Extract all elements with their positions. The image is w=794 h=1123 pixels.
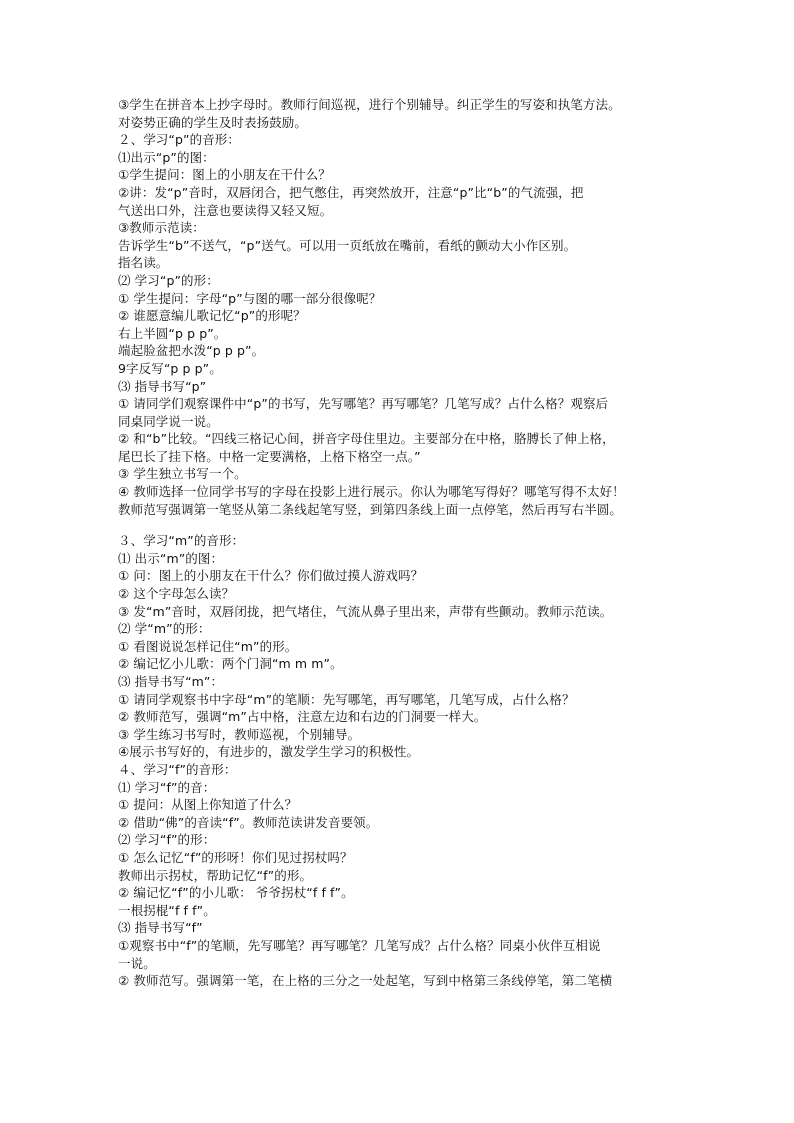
text-line: ② 编记忆小儿歌：两个门洞“m m m”。 <box>118 656 343 672</box>
text-line: ②讲：发“p”音时，双唇闭合，把气憋住，再突然放开，注意“p”比“b”的气流强，把 <box>118 184 584 200</box>
text-line: 右上半圆“p p p”。 <box>118 325 227 341</box>
text-line: 对姿势正确的学生及时表扬鼓励。 <box>118 114 308 130</box>
text-line: 尾巴长了挂下格。中格一定要满格，上格下格空一点。” <box>118 448 421 464</box>
text-line: ① 怎么记忆“f”的形呀！你们见过拐杖吗？ <box>118 849 353 865</box>
text-line: 教师出示拐杖，帮助记忆“f”的形。 <box>118 867 313 883</box>
text-line: 指名读。 <box>118 255 169 271</box>
text-line: ①学生提问：图上的小朋友在干什么？ <box>118 167 331 183</box>
text-line: ② 教师范写。强调第一笔，在上格的三分之一处起笔，写到中格第三条线停笔，第二笔横 <box>118 973 613 989</box>
text-line: 一说。 <box>118 955 156 971</box>
text-line: ３、学习“m”的音形： <box>118 533 245 549</box>
text-line: ② 和“b”比较。“四线三格记心间，拼音字母住里边。主要部分在中格，胳膊长了伸上格， <box>118 431 615 447</box>
text-line: ② 谁愿意编儿歌记忆“p”的形呢？ <box>118 308 306 324</box>
text-line: ①观察书中“f”的笔顺，先写哪笔？再写哪笔？几笔写成？占什么格？同桌小伙伴互相说 <box>118 937 601 953</box>
text-line: ① 看图说说怎样记住“m”的形。 <box>118 638 298 654</box>
text-line: ③ 学生独立书写一个。 <box>118 466 247 482</box>
text-line: 同桌同学说一说。 <box>118 413 219 429</box>
text-line: ② 借助“佛”的音读“f”。教师范读讲发音要领。 <box>118 814 379 830</box>
text-line: ⑶ 指导书写“f” <box>118 920 203 936</box>
text-line: 端起脸盆把水泼“p p p”。 <box>118 343 265 359</box>
text-line: ⑶ 指导书写“p” <box>118 378 207 394</box>
text-line: ④ 教师选择一位同学书写的字母在投影上进行展示。你认为哪笔写得好？哪笔写得不太好！ <box>118 484 625 500</box>
text-line: ① 学生提问：字母“p”与图的哪一部分很像呢？ <box>118 290 382 306</box>
text-line: ４、学习“f”的音形： <box>118 761 237 777</box>
text-line: 告诉学生“b”不送气，“p”送气。可以用一页纸放在嘴前，看纸的颤动大小作区别。 <box>118 237 577 253</box>
text-line: ① 提问：从图上你知道了什么？ <box>118 797 298 813</box>
text-line: ⑴ 学习“f”的音： <box>118 779 216 795</box>
text-line: ① 请同学们观察课件中“p”的书写，先写哪笔？再写哪笔？几笔写成？占什么格？观察后 <box>118 396 609 412</box>
text-line: ② 这个字母怎么读？ <box>118 586 235 602</box>
text-line: ③学生在拼音本上抄字母时。教师行间巡视，进行个别辅导。纠正学生的写姿和执笔方法。 <box>118 97 621 112</box>
text-line: ③教师示范读： <box>118 220 205 236</box>
text-line: ⑴ 出示“m”的图： <box>118 550 224 566</box>
text-line: ① 问：图上的小朋友在干什么？你们做过摸人游戏吗？ <box>118 568 424 584</box>
text-line: ④展示书写好的，有进步的，激发学生学习的积极性。 <box>118 744 420 760</box>
text-line: 气送出口外，注意也要读得又轻又短。 <box>118 202 333 218</box>
text-line: 一根拐棍“f f f”。 <box>118 902 216 918</box>
text-line: 教师范写强调第一笔竖从第二条线起笔写竖，到第四条线上面一点停笔，然后再写右半圆。 <box>118 501 623 517</box>
text-line: ⑵ 学习“f”的形： <box>118 832 216 848</box>
text-line: ⑶ 指导书写“m”： <box>118 674 224 689</box>
text-line: ③ 学生练习书写时，教师巡视，个别辅导。 <box>118 726 361 742</box>
text-line: ⑵ 学“m”的形： <box>118 621 211 637</box>
section-gap <box>118 518 684 532</box>
text-line: ⑵ 学习“p”的形： <box>118 272 219 288</box>
text-line: ③ 发“m”音时，双唇闭拢，把气堵住，气流从鼻子里出来，声带有些颤动。教师示范读。 <box>118 603 613 619</box>
text-line: ⑴出示“p”的图： <box>118 149 215 165</box>
lesson-section-m-f <box>118 532 684 989</box>
text-line: ② 教师范写，强调“m”占中格，注意左边和右边的门洞要一样大。 <box>118 709 487 725</box>
text-line: ２、学习“p”的音形： <box>118 132 240 148</box>
text-line: 9字反写“p p p”。 <box>118 360 222 376</box>
text-line: ② 编记忆“f”的小儿歌： 爷爷拐杖“f f f”。 <box>118 885 354 901</box>
text-line: ① 请同学观察书中字母“m”的笔顺：先写哪笔，再写哪笔，几笔写成，占什么格？ <box>118 691 575 707</box>
lesson-section-p <box>118 96 684 518</box>
